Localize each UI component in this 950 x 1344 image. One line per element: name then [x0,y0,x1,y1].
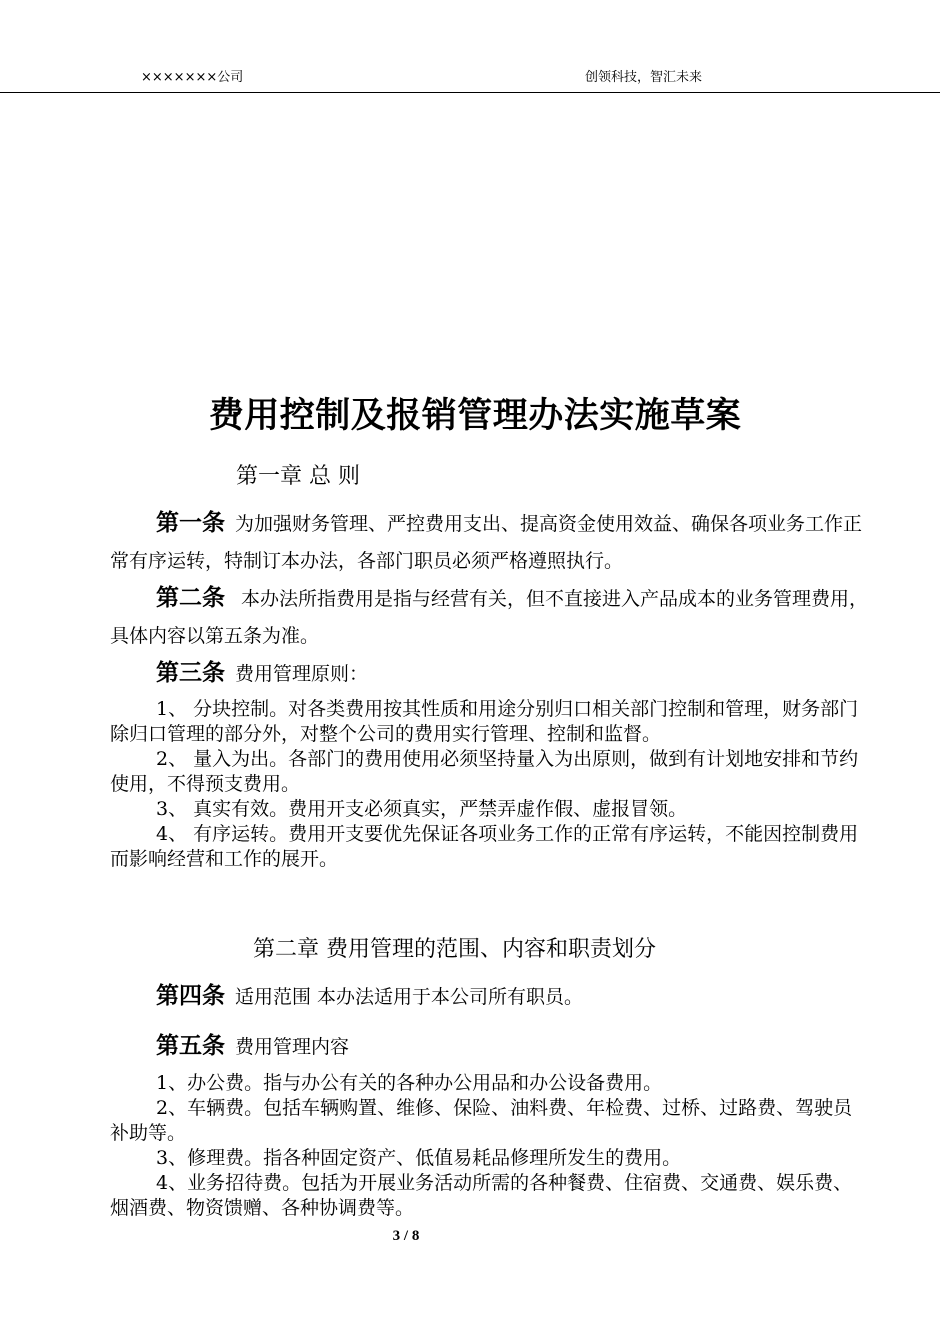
header-rule [0,92,940,93]
list-item: 4、 有序运转。费用开支要优先保证各项业务工作的正常有序运转，不能因控制费用而影响经营和工作的展开。 [110,823,859,870]
article-2-text: 本办法所指费用是指与经营有关，但不直接进入产品成本的业务管理费用，具体内容以第五条为准。 [110,588,869,647]
list-item: 1、办公费。指与办公有关的各种办公用品和办公设备费用。 [156,1072,663,1094]
header-company: ×××××××公司 [141,70,244,85]
article-5-list [110,1071,870,1221]
article-5-label: 第五条 [156,1033,225,1059]
article-3-text: 费用管理原则： [235,663,369,685]
document-title: 费用控制及报销管理办法实施草案 [208,396,742,436]
list-item: 4、业务招待费。包括为开展业务活动所需的各种餐费、住宿费、交通费、娱乐费、烟酒费、物资馈赠、各种协调费等。 [110,1172,853,1219]
page-header [0,0,950,94]
list-item: 1、 分块控制。对各类费用按其性质和用途分别归口相关部门控制和管理，财务部门除归口管理的部分外，对整个公司的费用实行管理、控制和监督。 [110,698,859,745]
article-4-text: 适用范围 本办法适用于本公司所有职员。 [235,986,584,1008]
article-4 [110,978,870,1016]
chapter-2-title: 第二章 费用管理的范围、内容和职责划分 [253,937,656,962]
list-item: 2、车辆费。包括车辆购置、维修、保险、油料费、年检费、过桥、过路费、驾驶员补助等。 [110,1097,853,1144]
list-item: 3、 真实有效。费用开支必须真实，严禁弄虚作假、虚报冒领。 [156,798,688,820]
header-slogan: 创领科技，智汇未来 [585,70,703,85]
article-1-label: 第一条 [156,510,225,536]
chapter-1-title: 第一章 总 则 [236,464,360,489]
article-2-label: 第二条 [156,585,225,611]
article-4-label: 第四条 [156,983,225,1009]
list-item: 2、 量入为出。各部门的费用使用必须坚持量入为出原则，做到有计划地安排和节约使用，不得预支费用。 [110,748,859,795]
page-number: 3 / 8 [392,1228,420,1244]
article-1-text: 为加强财务管理、严控费用支出、提高资金使用效益、确保各项业务工作正常有序运转，特制订本办法，各部门职员必须严格遵照执行。 [110,513,863,572]
article-1 [110,505,870,580]
article-3 [110,655,870,693]
article-2 [110,580,870,655]
article-5-text: 费用管理内容 [235,1036,350,1058]
list-item: 3、修理费。指各种固定资产、低值易耗品修理所发生的费用。 [156,1147,682,1169]
article-5 [110,1028,870,1066]
article-3-list [110,697,870,872]
article-3-label: 第三条 [156,660,225,686]
